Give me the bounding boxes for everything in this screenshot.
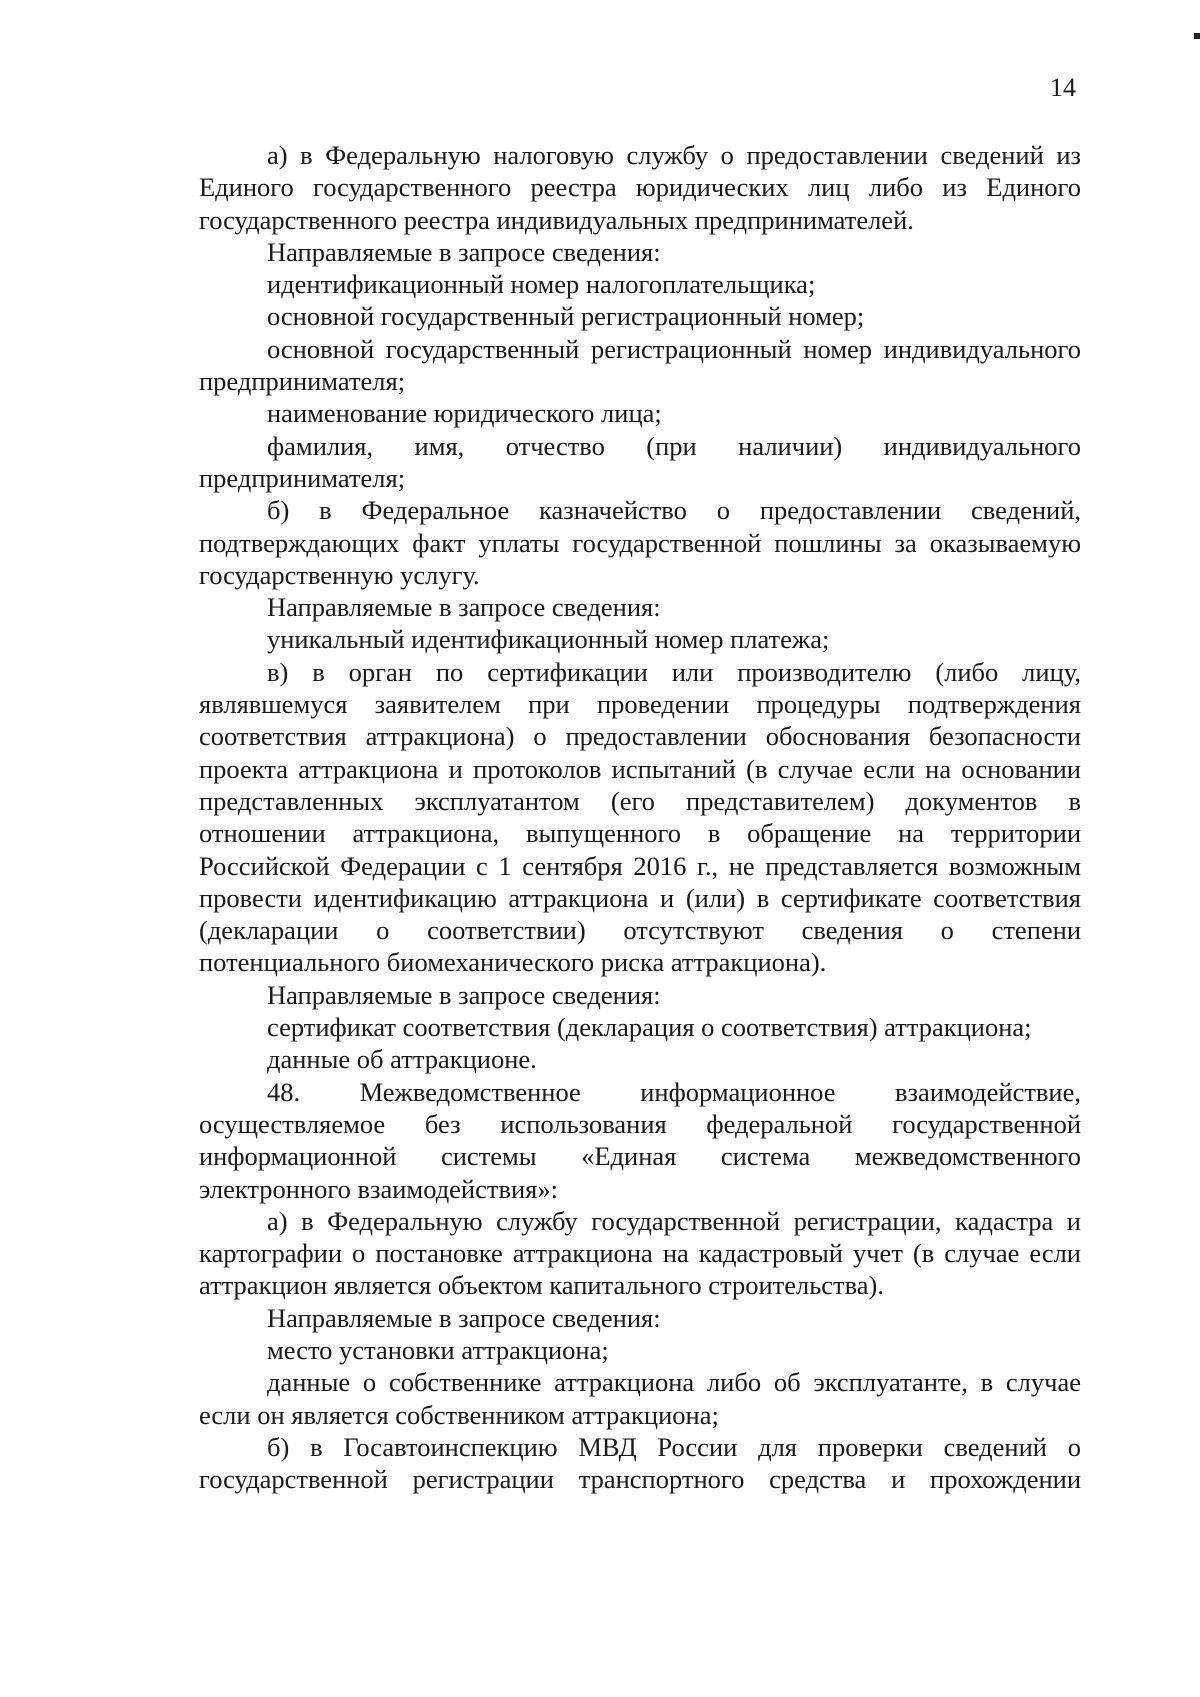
- paragraph: наименование юридического лица;: [267, 398, 662, 429]
- page-number: 14: [1050, 73, 1076, 102]
- paragraph: Направляемые в запросе сведения:: [267, 979, 661, 1010]
- paragraph: уникальный идентификационный номер платежа;: [267, 624, 830, 655]
- scan-artifact-mark: [1194, 33, 1200, 39]
- paragraph: 48. Межведомственное информационное взаимодействие, осуществляемое без использования федеральной государственной информационной системы «Единая система межведомственного электронного взаимодействия»:: [199, 1076, 1081, 1204]
- paragraph: б) в Госавтоинспекцию МВД России для проверки сведений о государственной регистрации транспортного средства и прохождении: [199, 1431, 1081, 1495]
- paragraph: основной государственный регистрационный номер;: [267, 301, 865, 332]
- paragraph: сертификат соответствия (декларация о соответствия) аттракциона;: [267, 1012, 1032, 1043]
- paragraph: идентификационный номер налогоплательщика;: [267, 269, 816, 300]
- paragraph: б) в Федеральное казначейство о предоставлении сведений, подтверждающих факт уплаты государственной пошлины за оказываемую государственную услугу.: [199, 495, 1081, 590]
- paragraph: данные об аттракционе.: [267, 1044, 537, 1075]
- paragraph: а) в Федеральную налоговую службу о предоставлении сведений из Единого государственного реестра юридических лиц либо из Единого государственного реестра индивидуальных предпринимателей.: [199, 140, 1081, 235]
- paragraph: фамилия, имя, отчество (при наличии) индивидуального предпринимателя;: [199, 430, 1081, 493]
- paragraph: Направляемые в запросе сведения:: [267, 1302, 661, 1333]
- paragraph: место установки аттракциона;: [267, 1334, 609, 1365]
- paragraph: в) в орган по сертификации или производителю (либо лицу, являвшемуся заявителем при проведении процедуры подтверждения соответствия аттракциона) о предоставлении обоснования безопасности проекта аттракциона и протоколов испытаний (в случае если на основании представленных эксплуатантом (его представителем) документов в отношении аттракциона, выпущенного в обращение на территории Российской Федерации с 1 сентября 2016 г., не представляется возможным провести идентификацию аттракциона и (или) в сертификате соответствия (декларации о соответствии) отсутствуют сведения о степени потенциального биомеханического риска аттракциона).: [199, 656, 1081, 978]
- document-body: [199, 139, 1081, 1495]
- paragraph: Направляемые в запросе сведения:: [267, 236, 661, 267]
- paragraph: Направляемые в запросе сведения:: [267, 592, 661, 623]
- paragraph: данные о собственнике аттракциона либо об эксплуатанте, в случае если он является собственником аттракциона;: [199, 1367, 1081, 1430]
- paragraph: а) в Федеральную службу государственной регистрации, кадастра и картографии о постановке аттракциона на кадастровый учет (в случае если аттракцион является объектом капитального строительства).: [199, 1205, 1081, 1301]
- paragraph: основной государственный регистрационный номер индивидуального предпринимателя;: [199, 333, 1081, 397]
